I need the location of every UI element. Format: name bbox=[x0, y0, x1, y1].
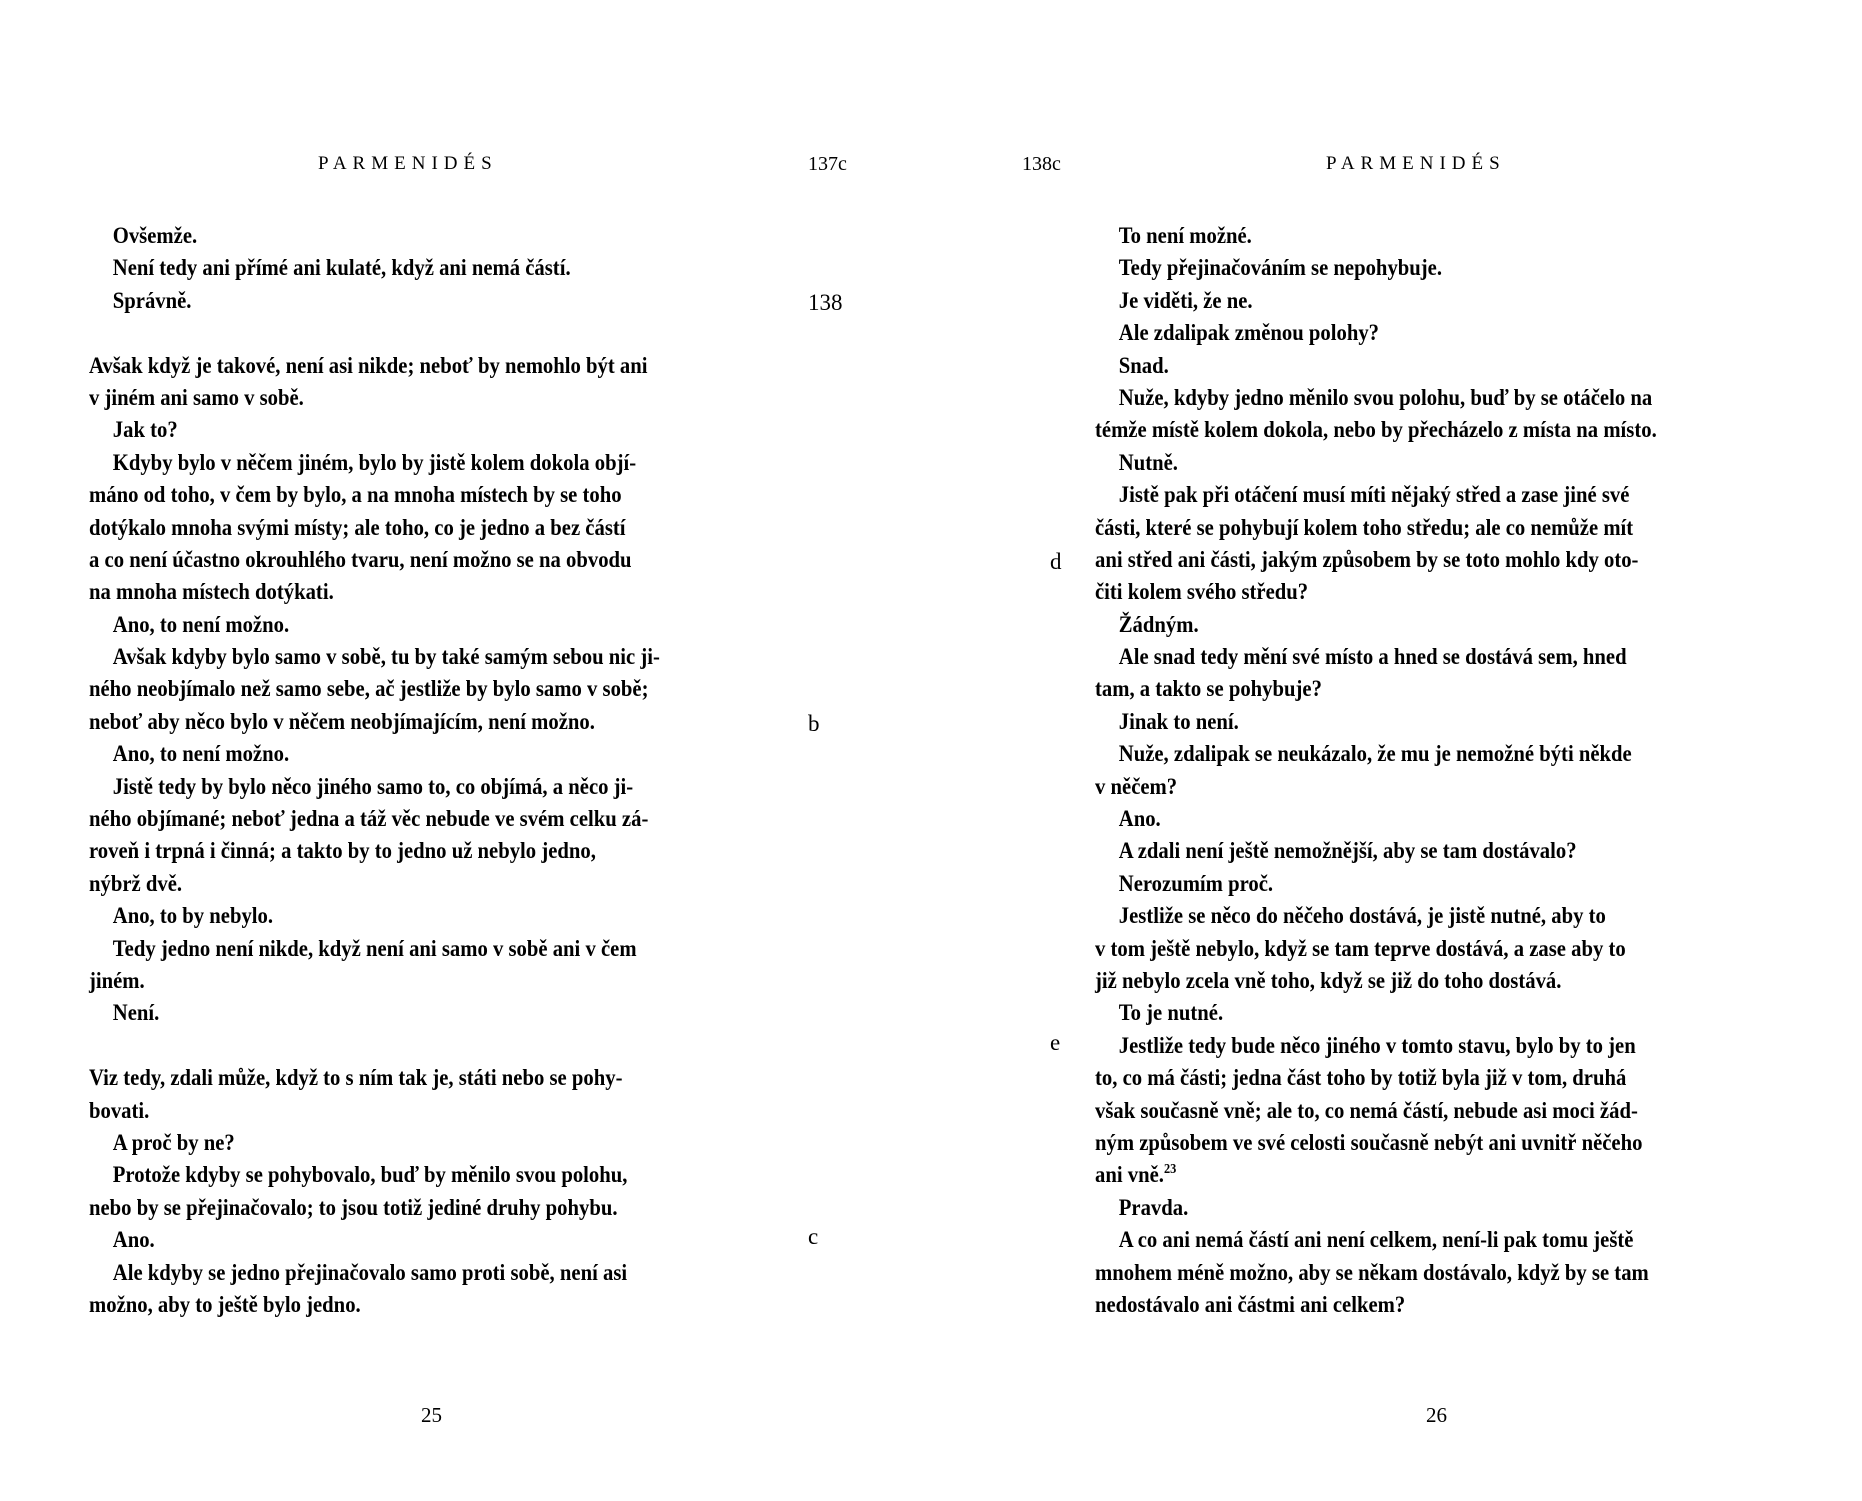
text-line: Jak to? bbox=[112, 417, 178, 444]
text-line: Ale kdyby se jedno přejinačovalo samo proti sobě, není asi bbox=[112, 1259, 628, 1286]
text-line: nebo by se přejinačovalo; to jsou totiž jediné druhy pohybu. bbox=[89, 1194, 618, 1221]
left-running-head: PARMENIDÉS bbox=[318, 153, 498, 174]
margin-note-d: d bbox=[1050, 549, 1062, 574]
text-line: v tom ještě nebylo, když se tam teprve dostává, a zase aby to bbox=[1095, 935, 1626, 962]
text-line: témže místě kolem dokola, nebo by přecházelo z místa na místo. bbox=[1095, 417, 1657, 444]
text-line: Není. bbox=[112, 1000, 160, 1027]
text-line: Správně. bbox=[112, 287, 192, 314]
text-line: A co ani nemá částí ani není celkem, není-li pak tomu ještě bbox=[1118, 1227, 1634, 1254]
text-line: Ano, to by nebylo. bbox=[112, 903, 274, 930]
text-line: Žádným. bbox=[1118, 611, 1199, 638]
text-line: Ano. bbox=[1118, 806, 1161, 833]
text-line: dotýkalo mnoha svými místy; ale toho, co je jedno a bez částí bbox=[89, 514, 626, 541]
text-line: možno, aby to ještě bylo jedno. bbox=[89, 1291, 361, 1318]
margin-note-c: c bbox=[808, 1224, 819, 1249]
text-line: Viz tedy, zdali může, když to s ním tak je, státi nebo se pohy- bbox=[89, 1065, 623, 1092]
margin-note-138: 138 bbox=[808, 290, 843, 315]
text-line: Ovšemže. bbox=[112, 223, 198, 249]
paragraph-gap bbox=[89, 317, 689, 349]
text-line: Jestliže se něco do něčeho dostává, je jistě nutné, aby to bbox=[1118, 903, 1606, 930]
text-line: a co není účastno okrouhlého tvaru, není možno se na obvodu bbox=[89, 546, 632, 573]
right-page-number: 26 bbox=[1426, 1403, 1447, 1427]
text-line: Tedy jedno není nikde, když není ani samo v sobě ani v čem bbox=[112, 935, 637, 962]
text-line: Protože kdyby se pohybovalo, buď by měnilo svou polohu, bbox=[112, 1162, 628, 1189]
text-line: To je nutné. bbox=[1118, 1000, 1224, 1027]
text-line: již nebylo zcela vně toho, když se již do toho dostává. bbox=[1095, 967, 1562, 994]
text-line: Není tedy ani přímé ani kulaté, když ani nemá částí. bbox=[112, 255, 571, 282]
margin-note-e: e bbox=[1050, 1030, 1061, 1055]
text-line: Nerozumím proč. bbox=[1118, 870, 1274, 897]
text-line: Ano, to není možno. bbox=[112, 611, 290, 638]
text-line: Ale snad tedy mění své místo a hned se dostává sem, hned bbox=[1118, 644, 1627, 671]
text-line: Ano, to není možno. bbox=[112, 741, 290, 768]
text-line: Kdyby bylo v něčem jiném, bylo by jistě kolem dokola objí- bbox=[112, 449, 637, 476]
text-line: máno od toho, v čem by bylo, a na mnoha místech by se toho bbox=[89, 482, 622, 509]
text-line: Snad. bbox=[1118, 352, 1169, 379]
text-line: to, co má části; jedna část toho by totiž byla již v tom, druhá bbox=[1095, 1065, 1627, 1092]
right-page-text bbox=[1095, 220, 1695, 1321]
text-line: bovati. bbox=[89, 1097, 150, 1124]
text-line: ného neobjímalo než samo sebe, ač jestliže by bylo samo v sobě; bbox=[89, 676, 649, 703]
text-line: Jistě tedy by bylo něco jiného samo to, co objímá, a něco ji- bbox=[112, 773, 634, 800]
text-line: Je viděti, že ne. bbox=[1118, 287, 1253, 314]
text-line: části, které se pohybují kolem toho středu; ale co nemůže mít bbox=[1095, 514, 1634, 541]
text-line: čiti kolem svého středu? bbox=[1095, 579, 1309, 606]
text-line: Avšak kdyby bylo samo v sobě, tu by také samým sebou nic ji- bbox=[112, 644, 660, 671]
text-line: Ano. bbox=[112, 1227, 155, 1254]
text-line: Jestliže tedy bude něco jiného v tomto stavu, bylo by to jen bbox=[1118, 1032, 1636, 1059]
text-line: v něčem? bbox=[1095, 773, 1178, 800]
text-line: tam, a takto se pohybuje? bbox=[1095, 676, 1322, 703]
footnote-marker: 23 bbox=[1163, 1162, 1177, 1178]
text-line: Avšak když je takové, není asi nikde; neboť by nemohlo být ani bbox=[89, 352, 648, 379]
text-line: v jiném ani samo v sobě. bbox=[89, 384, 304, 411]
text-line: jiném. bbox=[89, 967, 145, 994]
text-line: na mnoha místech dotýkati. bbox=[89, 579, 334, 606]
text-line: ani střed ani části, jakým způsobem by se toto mohlo kdy oto- bbox=[1095, 546, 1639, 573]
text-line: roveň i trpná i činná; a takto by to jedno už nebylo jedno, bbox=[89, 838, 596, 865]
text-line: mnohem méně možno, aby se někam dostávalo, když by se tam bbox=[1095, 1259, 1649, 1286]
text-fragment: ani vně. bbox=[1095, 1162, 1164, 1189]
text-line-with-footnote bbox=[1095, 1159, 1695, 1191]
right-running-head: PARMENIDÉS bbox=[1326, 153, 1506, 174]
text-line: neboť aby něco bylo v něčem neobjímajícím, není možno. bbox=[89, 708, 595, 735]
text-line: A proč by ne? bbox=[112, 1129, 235, 1156]
text-line: ného objímané; neboť jedna a táž věc nebude ve svém celku zá- bbox=[89, 806, 649, 833]
margin-note-b: b bbox=[808, 711, 820, 736]
text-line: nýbrž dvě. bbox=[89, 870, 183, 897]
text-line: Nuže, kdyby jedno měnilo svou polohu, buď by se otáčelo na bbox=[1118, 384, 1653, 411]
text-line: ným způsobem ve své celosti současně nebýt ani uvnitř něčeho bbox=[1095, 1129, 1643, 1156]
text-line: Ale zdalipak změnou polohy? bbox=[1118, 320, 1380, 347]
text-line: Tedy přejinačováním se nepohybuje. bbox=[1118, 255, 1443, 282]
text-line: A zdali není ještě nemožnější, aby se tam dostávalo? bbox=[1118, 838, 1577, 865]
text-line: však současně vně; ale to, co nemá částí, nebude asi moci žád- bbox=[1095, 1097, 1638, 1124]
text-line: Pravda. bbox=[1118, 1194, 1189, 1221]
text-line: nedostávalo ani částmi ani celkem? bbox=[1095, 1291, 1406, 1318]
text-line: Nutně. bbox=[1118, 449, 1178, 476]
left-section-ref: 137c bbox=[808, 153, 847, 175]
right-section-ref: 138c bbox=[1022, 153, 1061, 175]
paragraph-gap bbox=[89, 1030, 689, 1062]
text-line: Nuže, zdalipak se neukázalo, že mu je nemožné býti někde bbox=[1118, 741, 1632, 768]
left-page-text bbox=[89, 220, 689, 1321]
left-page-number: 25 bbox=[421, 1403, 442, 1427]
text-line: Jistě pak při otáčení musí míti nějaký střed a zase jiné své bbox=[1118, 482, 1630, 509]
text-line: Jinak to není. bbox=[1118, 708, 1239, 735]
text-line: To není možné. bbox=[1118, 223, 1252, 249]
